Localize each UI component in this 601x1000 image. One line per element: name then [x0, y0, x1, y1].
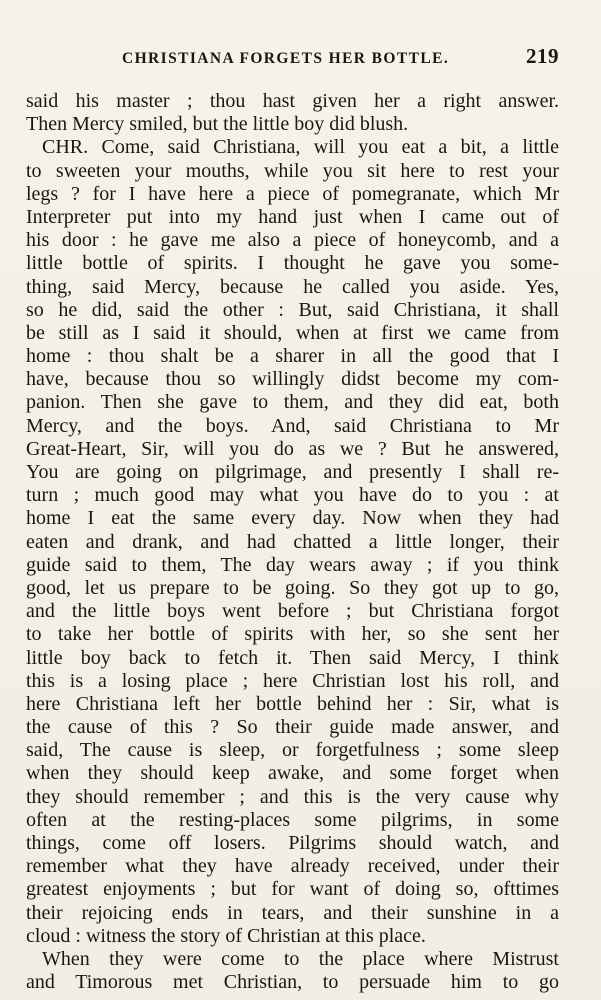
text-line: home I eat the same every day. Now when they had	[26, 507, 559, 530]
text-line: Mercy, and the boys. And, said Christiana to Mr	[26, 414, 559, 437]
text-line: said his master ; thou hast given her a right answer.	[26, 90, 559, 112]
text-line: good, let us prepare to be going. So they got up to go,	[26, 576, 559, 599]
page-number: 219	[526, 44, 559, 68]
text-line: often at the resting-places some pilgrims, in some	[26, 808, 559, 831]
text-line: and the little boys went before ; but Christiana forgot	[26, 600, 559, 623]
text-line: greatest enjoyments ; but for want of doing so, ofttimes	[26, 878, 559, 901]
text-line: here Christiana left her bottle behind her : Sir, what is	[26, 692, 559, 715]
body-text	[26, 90, 559, 994]
text-line: CHR. Come, said Christiana, will you eat a bit, a little	[42, 136, 559, 159]
text-line: to sweeten your mouths, while you sit here to rest your	[26, 159, 559, 182]
text-line: thing, said Mercy, because he called you aside. Yes,	[26, 275, 559, 298]
text-line: so he did, said the other : But, said Christiana, it shall	[26, 298, 559, 321]
text-line: said, The cause is sleep, or forgetfulness ; some sleep	[26, 739, 559, 762]
text-line: remember what they have already received, under their	[26, 855, 559, 878]
text-line: things, come off losers. Pilgrims should watch, and	[26, 832, 559, 854]
running-title: CHRISTIANA FORGETS HER BOTTLE.	[122, 50, 450, 67]
text-line: Great-Heart, Sir, will you do as we ? But he answered,	[26, 437, 559, 460]
text-line: legs ? for I have here a piece of pomegranate, which Mr	[26, 182, 559, 205]
text-line: panion. Then she gave to them, and they did eat, both	[26, 391, 559, 414]
text-line: his door : he gave me also a piece of honeycomb, and a	[26, 229, 559, 252]
text-line: turn ; much good may what you have do to you : at	[26, 484, 559, 507]
text-line: the cause of this ? So their guide made answer, and	[26, 716, 559, 739]
text-line: guide said to them, The day wears away ; if you think	[26, 553, 559, 576]
text-line: and Timorous met Christian, to persuade him to go	[26, 971, 559, 994]
text-line: Then Mercy smiled, but the little boy did blush.	[26, 113, 409, 136]
text-line: have, because thou so willingly didst become my com-	[26, 368, 559, 391]
text-line: little boy back to fetch it. Then said Mercy, I think	[26, 646, 559, 669]
text-line: Interpreter put into my hand just when I came out of	[26, 205, 559, 228]
text-line: eaten and drank, and had chatted a little longer, their	[26, 530, 559, 553]
text-line: this is a losing place ; here Christian lost his roll, and	[26, 669, 559, 692]
text-line: they should remember ; and this is the very cause why	[26, 785, 559, 808]
text-line: when they should keep awake, and some forget when	[26, 762, 559, 785]
text-line: home : thou shalt be a sharer in all the good that I	[26, 345, 559, 368]
text-line: When they were come to the place where Mistrust	[42, 947, 559, 970]
text-line: little bottle of spirits. I thought he gave you some-	[26, 252, 559, 275]
text-line: be still as I said it should, when at first we came from	[26, 321, 559, 344]
text-line: to take her bottle of spirits with her, so she sent her	[26, 623, 559, 646]
text-line: their rejoicing ends in tears, and their sunshine in a	[26, 901, 559, 924]
text-line: You are going on pilgrimage, and presently I shall re-	[26, 461, 559, 483]
running-head	[122, 44, 559, 76]
text-line: cloud : witness the story of Christian at this place.	[26, 924, 426, 947]
